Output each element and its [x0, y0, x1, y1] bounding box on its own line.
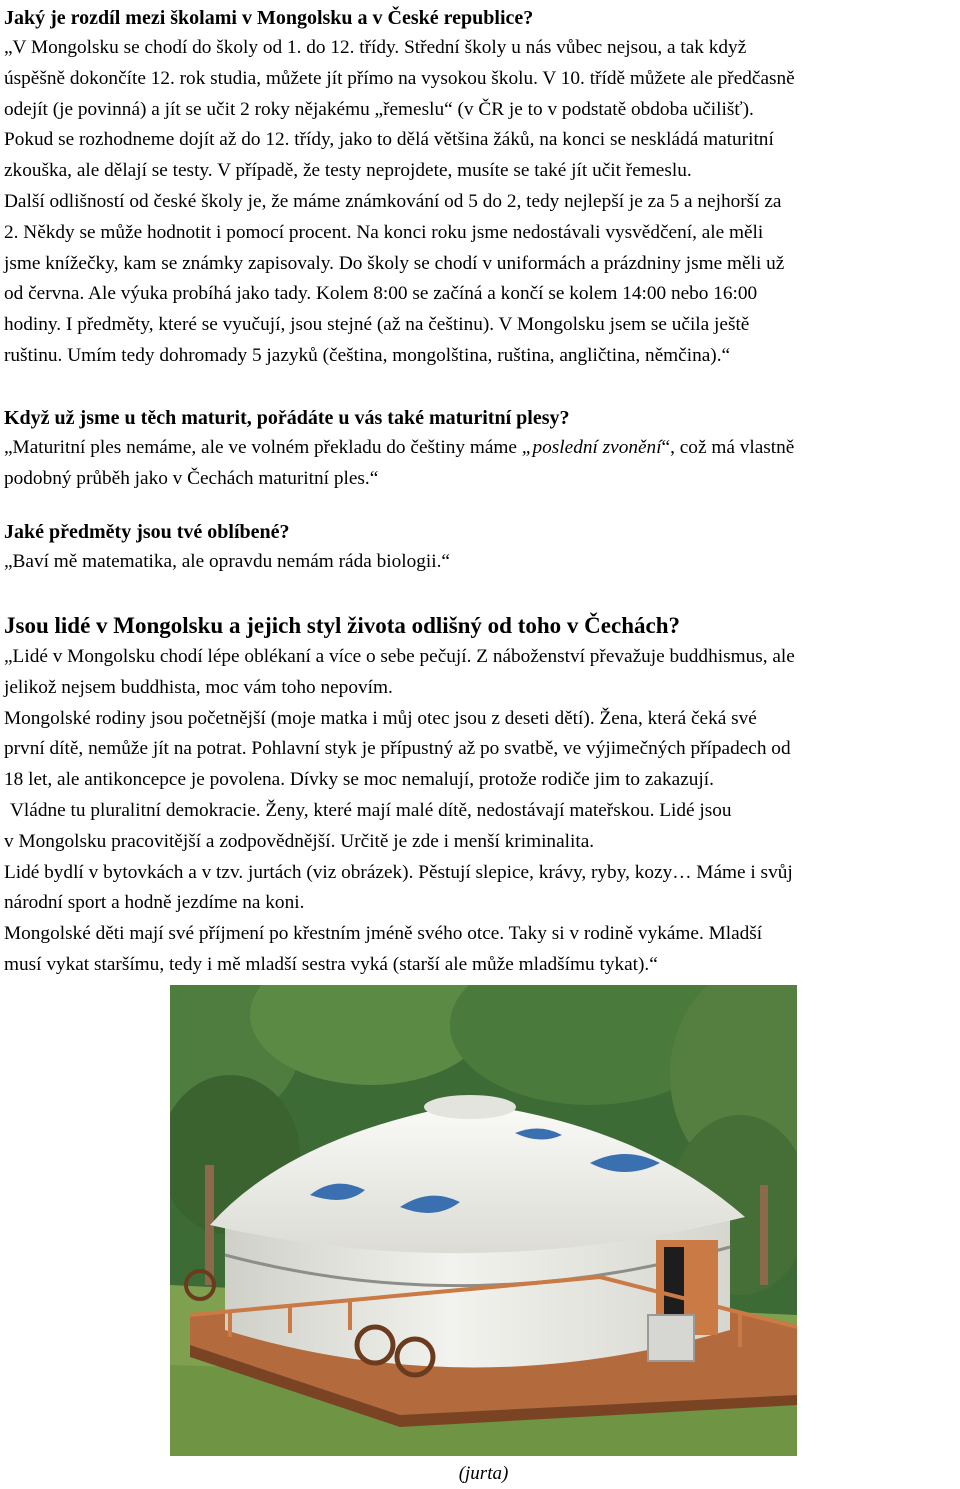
answer-school-difference — [4, 33, 959, 372]
answer-line: úspěšně dokončíte 12. rok studia, můžete jít přímo na vysokou školu. V 10. třídě můžete ale předčasně — [4, 67, 795, 89]
answer-line: 2. Někdy se může hodnotit i pomocí procent. Na konci roku jsme nedostávali vysvědčení, ale měli — [4, 221, 764, 243]
answer-text: “, což má vlastně — [661, 437, 795, 458]
answer-line: ruštinu. Umím tedy dohromady 5 jazyků (čeština, mongolština, ruština, angličtina, němčina).“ — [4, 344, 731, 366]
answer-text: „Maturitní ples nemáme, ale ve volném překladu do češtiny máme — [4, 437, 522, 458]
question-graduation-ball: Když už jsme u těch maturit, pořádáte u vás také maturitní plesy? — [4, 407, 570, 429]
question-school-difference: Jaký je rozdíl mezi školami v Mongolsku a v České republice? — [4, 7, 534, 29]
answer-line: jsme knížečky, kam se známky zapisovaly. Do školy se chodí v uniformách a prázdniny jsme měli už — [4, 252, 785, 274]
answer-graduation-ball — [4, 433, 959, 495]
answer-line: „Baví mě matematika, ale opravdu nemám ráda biologii.“ — [4, 551, 450, 572]
answer-line: národní sport a hodně jezdíme na koni. — [4, 892, 305, 914]
answer-line: hodiny. I předměty, které se vyučují, jsou stejné (až na češtinu). V Mongolsku jsem se učila ještě — [4, 314, 750, 336]
answer-line: Pokud se rozhodneme dojít až do 12. třídy, jako to dělá většina žáků, na konci se neskládá maturitní — [4, 129, 774, 151]
question-lifestyle: Jsou lidé v Mongolsku a jejich styl života odlišný od toho v Čechách? — [4, 613, 680, 638]
answer-line: odejít (je povinná) a jít se učit 2 roky nějakému „řemeslu“ (v ČR je to v podstatě obdoba učilišť). — [4, 98, 754, 120]
answer-line: v Mongolsku pracovitější a zodpovědnější. Určitě je zde i menší kriminalita. — [4, 830, 595, 852]
answer-italic-term: „poslední zvonění — [521, 437, 662, 458]
answer-line: jelikož nejsem buddhista, moc vám toho nepovím. — [4, 676, 393, 698]
answer-line — [4, 433, 959, 464]
answer-line: musí vykat staršímu, tedy i mě mladší sestra vyká (starší ale může mladšímu tykat).“ — [4, 953, 658, 975]
answer-lifestyle — [4, 642, 959, 981]
answer-favorite-subjects — [4, 547, 959, 578]
answer-line: Mongolské děti mají své příjmení po křestním jméně svého otce. Taky si v rodině vykáme. Mladší — [4, 923, 763, 945]
answer-line: první dítě, nemůže jít na potrat. Pohlavní styk je přípustný až po svatbě, ve výjimečných případech od — [4, 738, 791, 760]
yurt-photo — [170, 985, 797, 1456]
yurt-illustration — [170, 985, 797, 1456]
question-favorite-subjects: Jaké předměty jsou tvé oblíbené? — [4, 521, 290, 543]
answer-line: Lidé bydlí v bytovkách a v tzv. jurtách (viz obrázek). Pěstují slepice, krávy, ryby, kozy… Máme i svůj — [4, 861, 793, 883]
figure-caption: (jurta) — [458, 1463, 509, 1484]
answer-line: 18 let, ale antikoncepce je povolena. Dívky se moc nemalují, protože rodiče jim to zakazují. — [4, 769, 714, 791]
answer-line: „V Mongolsku se chodí do školy od 1. do 12. třídy. Střední školy u nás vůbec nejsou, a tak když — [4, 37, 747, 58]
answer-line: Další odlišností od české školy je, že máme známkování od 5 do 2, tedy nejlepší je za 5 a nejhorší za — [4, 190, 782, 212]
answer-line: podobný průběh jako v Čechách maturitní ples.“ — [4, 467, 379, 489]
answer-line: Vládne tu pluralitní demokracie. Ženy, které mají malé dítě, nedostávají mateřskou. Lidé jsou — [10, 799, 732, 821]
answer-line: „Lidé v Mongolsku chodí lépe oblékaní a více o sebe pečují. Z náboženství převažuje buddhismus, ale — [4, 646, 795, 667]
answer-line: Mongolské rodiny jsou početnější (moje matka i můj otec jsou z deseti dětí). Žena, která čeká své — [4, 707, 757, 729]
answer-line: od června. Ale výuka probíhá jako tady. Kolem 8:00 se začíná a končí se kolem 14:00 nebo 16:00 — [4, 283, 758, 305]
answer-line: zkouška, ale dělají se testy. V případě, že testy neprojdete, musíte se také jít učit řemeslu. — [4, 160, 692, 182]
